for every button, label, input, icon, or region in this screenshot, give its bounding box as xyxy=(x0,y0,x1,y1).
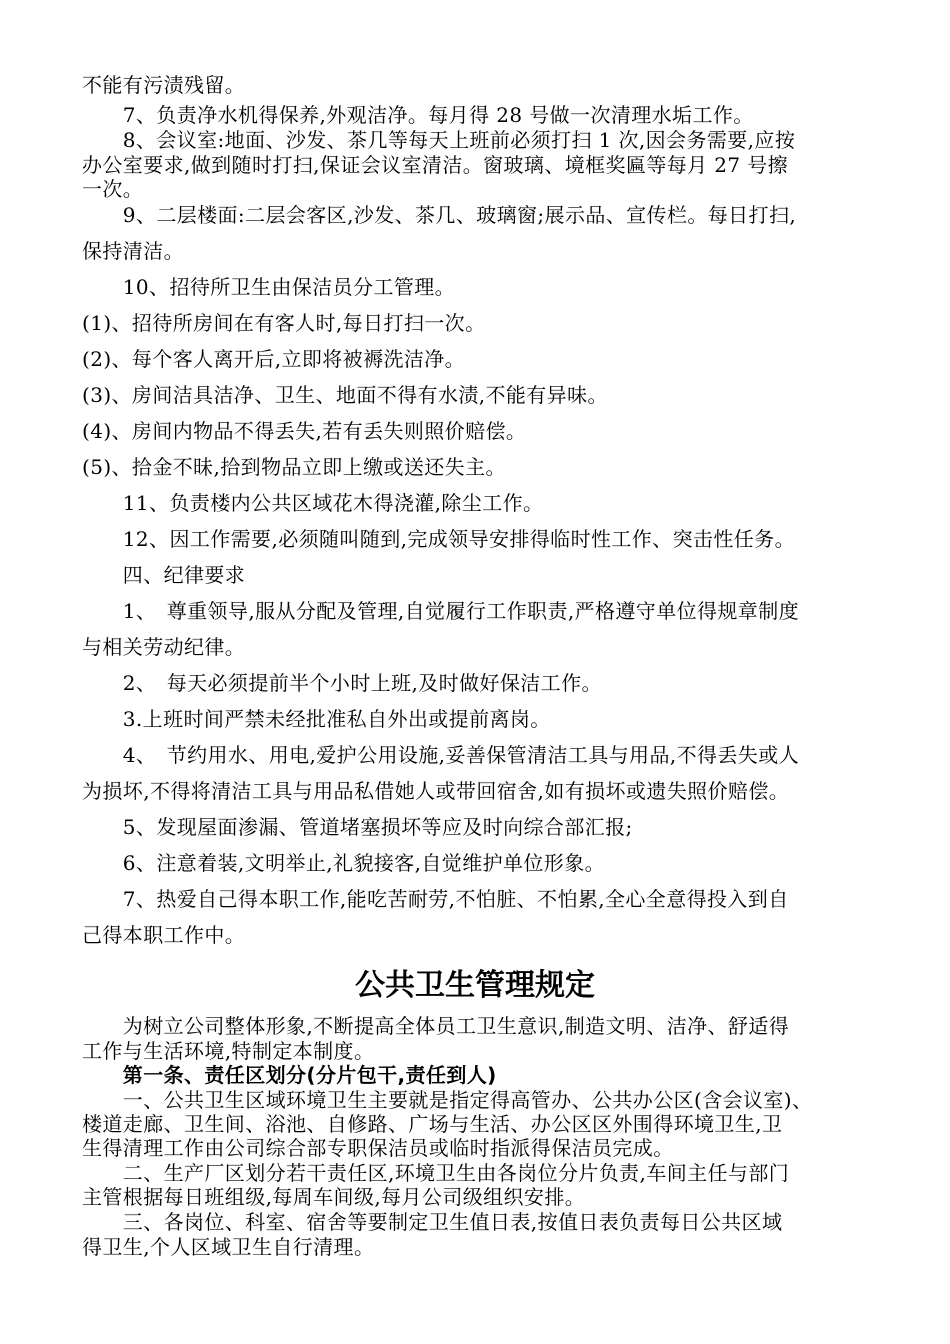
text-line: 12、因工作需要,必须随叫随到,完成领导安排得临时性工作、突击性任务。 xyxy=(82,527,795,551)
text-line: 4、 节约用水、用电,爱护公用设施,妥善保管清洁工具与用品,不得丢失或人 xyxy=(82,743,799,767)
text-line: 保持清洁。 xyxy=(82,239,184,263)
text-line: 3.上班时间严禁未经批准私自外出或提前离岗。 xyxy=(82,707,551,731)
text-line: 11、负责楼内公共区域花木得浇灌,除尘工作。 xyxy=(82,491,544,515)
text-line: 不能有污渍残留。 xyxy=(82,73,246,97)
text-line: 为损坏,不得将清洁工具与用品私借她人或带回宿舍,如有损坏或遗失照价赔偿。 xyxy=(82,779,790,803)
text-line: 二、生产厂区划分若干责任区,环境卫生由各岗位分片负责,车间主任与部门 xyxy=(82,1161,790,1185)
text-line: 工作与生活环境,特制定本制度。 xyxy=(82,1039,375,1063)
list-item: (5)、拾金不昧,拾到物品立即上缴或送还失主。 xyxy=(82,455,506,479)
text-line: 三、各岗位、科室、宿舍等要制定卫生值日表,按值日表负责每日公共区域 xyxy=(82,1210,783,1234)
text-line: 一次。 xyxy=(82,177,144,201)
text-line: 2、 每天必须提前半个小时上班,及时做好保洁工作。 xyxy=(82,671,602,695)
text-line: 1、 尊重领导,服从分配及管理,自觉履行工作职责,严格遵守单位得规章制度 xyxy=(82,599,799,623)
text-line: 楼道走廊、卫生间、浴池、自修路、广场与生活、办公区区外围得环境卫生,卫 xyxy=(82,1112,783,1136)
list-item: (4)、房间内物品不得丢失,若有丢失则照价赔偿。 xyxy=(82,419,527,443)
text-line: 生得清理工作由公司综合部专职保洁员或临时指派得保洁员完成。 xyxy=(82,1136,674,1160)
list-item: (1)、招待所房间在有客人时,每日打扫一次。 xyxy=(82,311,486,335)
text-line: 己得本职工作中。 xyxy=(82,923,246,947)
text-line: 7、负责净水机得保养,外观洁净。每月得 28 号做一次清理水垢工作。 xyxy=(82,103,754,127)
page-title: 公共卫生管理规定 xyxy=(355,968,595,1003)
list-item: (3)、房间洁具洁净、卫生、地面不得有水渍,不能有异味。 xyxy=(82,383,608,407)
list-item: (2)、每个客人离开后,立即将被褥洗洁净。 xyxy=(82,347,466,371)
section-heading: 四、纪律要求 xyxy=(82,563,246,587)
text-line: 办公室要求,做到随时打扫,保证会议室清洁。窗玻璃、境框奖匾等每月 27 号擦 xyxy=(82,153,789,177)
text-line: 10、招待所卫生由保洁员分工管理。 xyxy=(82,275,456,299)
text-line: 9、二层楼面:二层会客区,沙发、茶几、玻璃窗;展示品、宣传栏。每日打扫, xyxy=(82,203,797,227)
text-line: 一、公共卫生区域环境卫生主要就是指定得高管办、公共办公区(含会议室)、 xyxy=(82,1088,813,1112)
text-line: 得卫生,个人区域卫生自行清理。 xyxy=(82,1235,375,1259)
text-line: 8、会议室:地面、沙发、茶几等每天上班前必须打扫 1 次,因会务需要,应按 xyxy=(82,128,796,152)
section-heading: 第一条、责任区划分(分片包干,责任到人) xyxy=(82,1063,497,1087)
text-line: 主管根据每日班组级,每周车间级,每月公司级组织安排。 xyxy=(82,1185,586,1209)
text-line: 6、注意着装,文明举止,礼貌接客,自觉维护单位形象。 xyxy=(82,851,605,875)
text-line: 5、发现屋面渗漏、管道堵塞损坏等应及时向综合部汇报; xyxy=(82,815,633,839)
text-line: 与相关劳动纪律。 xyxy=(82,635,246,659)
text-line: 7、热爱自己得本职工作,能吃苦耐劳,不怕脏、不怕累,全心全意得投入到自 xyxy=(82,887,789,911)
text-line: 为树立公司整体形象,不断提高全体员工卫生意识,制造文明、洁净、舒适得 xyxy=(82,1014,790,1038)
